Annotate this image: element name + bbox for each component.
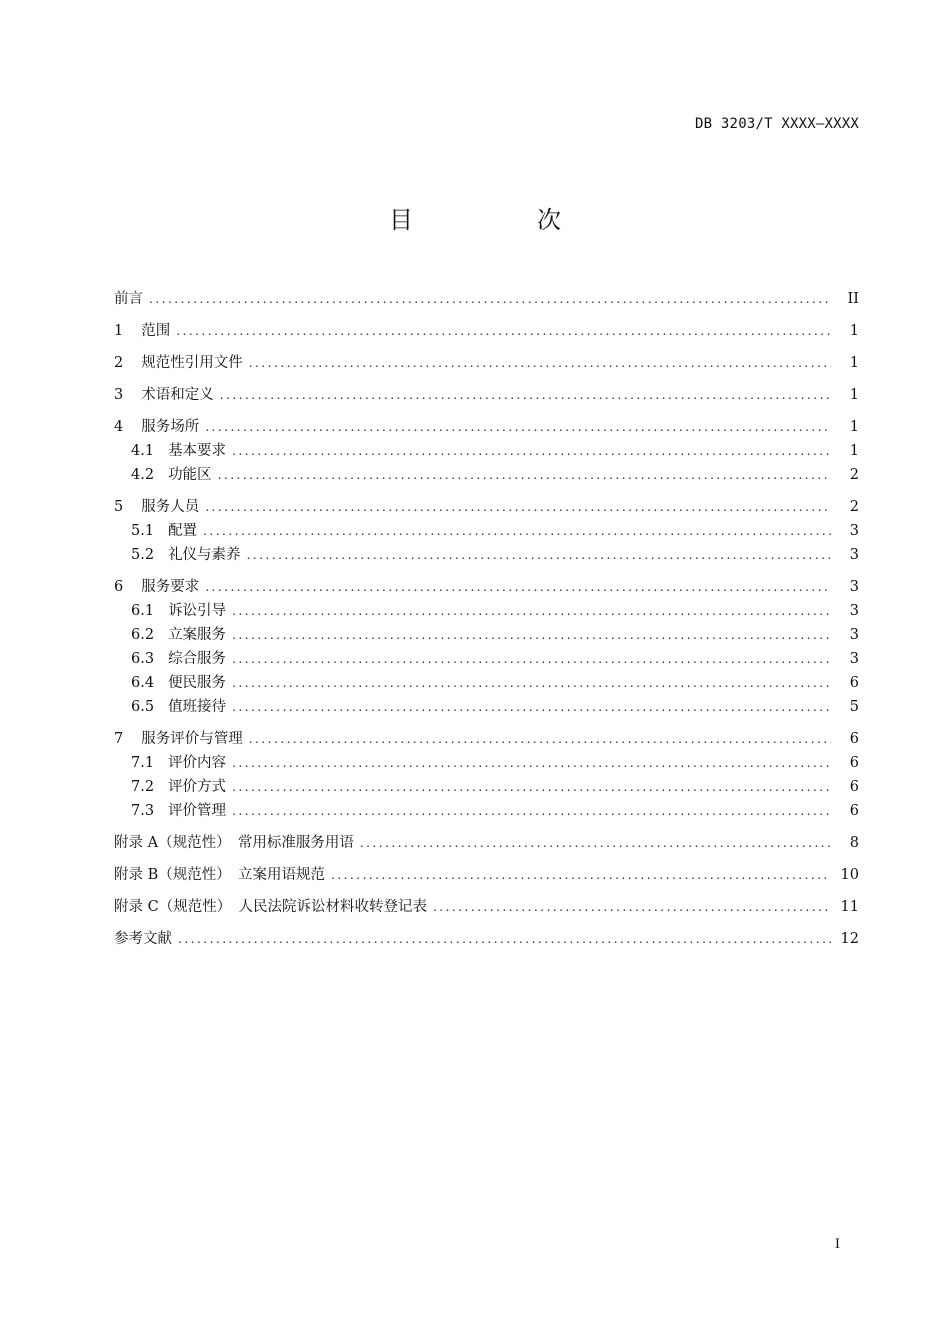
leader-dots: [218, 466, 831, 484]
toc-entry-page: 1: [849, 323, 859, 339]
toc-entry-page: 1: [849, 355, 859, 371]
leader-dots: [331, 866, 831, 884]
toc-entry-number: 6.3: [131, 651, 155, 667]
leader-dots: [232, 698, 831, 716]
leader-dots: [232, 602, 831, 620]
toc-entry-label: 范围: [141, 323, 171, 339]
toc-subentry[interactable]: [114, 466, 859, 484]
toc-entry-label: 功能区: [168, 467, 212, 483]
toc-entry-number: 2: [114, 355, 124, 371]
table-of-contents: [114, 290, 859, 948]
toc-entry[interactable]: [114, 290, 859, 308]
toc-entry-page: 10: [840, 867, 859, 883]
toc-entry-label: 评价方式: [168, 779, 227, 795]
leader-dots: [232, 650, 831, 668]
toc-entry-number: 3: [114, 387, 124, 403]
toc-entry-label: 前言: [114, 291, 143, 307]
toc-entry-number: 6.2: [131, 627, 155, 643]
toc-entry-label: 配置: [168, 523, 198, 539]
toc-entry-label: 服务人员: [141, 499, 200, 515]
leader-dots: [360, 834, 831, 852]
toc-entry-page: 6: [849, 675, 859, 691]
toc-entry-page: 6: [849, 779, 859, 795]
toc-entry-label: 便民服务: [168, 675, 227, 691]
toc-entry-page: 3: [849, 523, 859, 539]
toc-entry-page: 3: [849, 603, 859, 619]
toc-entry-number: 6.4: [131, 675, 155, 691]
leader-dots: [433, 898, 831, 916]
toc-entry[interactable]: [114, 730, 859, 748]
toc-entry-number: 6: [114, 579, 124, 595]
toc-entry[interactable]: [114, 386, 859, 404]
toc-subentry[interactable]: [114, 602, 859, 620]
toc-entry-number: 4.1: [131, 443, 155, 459]
toc-entry[interactable]: [114, 354, 859, 372]
toc-entry-label: 服务评价与管理: [141, 731, 243, 747]
toc-entry-number: 7.2: [131, 779, 155, 795]
toc-entry-label: 评价内容: [168, 755, 227, 771]
toc-entry-page: 11: [840, 899, 859, 915]
toc-entry-label: 参考文献: [114, 931, 172, 947]
toc-subentry[interactable]: [114, 650, 859, 668]
leader-dots: [249, 730, 831, 748]
toc-entry-number: 1: [114, 323, 124, 339]
leader-dots: [176, 322, 831, 340]
leader-dots: [178, 930, 831, 948]
toc-appendix-entry[interactable]: [114, 898, 859, 916]
toc-entry-label: 规范性引用文件: [141, 355, 243, 371]
toc-entry-page: 2: [849, 467, 859, 483]
toc-entry-number: 4.2: [131, 467, 155, 483]
toc-entry-page: 6: [849, 803, 859, 819]
leader-dots: [232, 442, 831, 460]
toc-entry-label: 礼仪与素养: [168, 547, 241, 563]
toc-entry-number: 7: [114, 731, 124, 747]
toc-entry-page: 1: [849, 443, 859, 459]
toc-entry-number: 5.2: [131, 547, 155, 563]
toc-subentry[interactable]: [114, 802, 859, 820]
toc-entry-page: 3: [849, 627, 859, 643]
toc-entry[interactable]: [114, 930, 859, 948]
leader-dots: [232, 754, 831, 772]
leader-dots: [205, 578, 831, 596]
toc-entry-label: 立案服务: [168, 627, 227, 643]
toc-entry-page: 5: [849, 699, 859, 715]
toc-entry-page: 3: [849, 579, 859, 595]
toc-entry-page: 6: [849, 731, 859, 747]
leader-dots: [232, 626, 831, 644]
toc-entry-page: 2: [849, 499, 859, 515]
toc-entry-page: 6: [849, 755, 859, 771]
leader-dots: [203, 522, 831, 540]
leader-dots: [205, 418, 831, 436]
toc-subentry[interactable]: [114, 674, 859, 692]
page-number: I: [834, 1237, 840, 1252]
toc-entry-page: 3: [849, 547, 859, 563]
toc-entry[interactable]: [114, 322, 859, 340]
toc-entry-label: 综合服务: [168, 651, 227, 667]
toc-entry-number: 7.3: [131, 803, 155, 819]
toc-entry-label: 服务要求: [141, 579, 200, 595]
toc-entry-label: 术语和定义: [141, 387, 214, 403]
toc-entry-page: 8: [849, 835, 859, 851]
toc-entry-number: 4: [114, 419, 124, 435]
toc-entry[interactable]: [114, 498, 859, 516]
toc-entry-page: 1: [849, 419, 859, 435]
toc-subentry[interactable]: [114, 522, 859, 540]
toc-entry-page: II: [847, 291, 859, 307]
toc-title: 目 次: [389, 206, 611, 234]
toc-subentry[interactable]: [114, 778, 859, 796]
toc-entry-label: 附录 A（规范性） 常用标准服务用语: [114, 835, 354, 851]
toc-entry-number: 6.5: [131, 699, 155, 715]
toc-entry[interactable]: [114, 578, 859, 596]
toc-appendix-entry[interactable]: [114, 834, 859, 852]
toc-entry-number: 6.1: [131, 603, 155, 619]
toc-entry-number: 7.1: [131, 755, 155, 771]
toc-entry-label: 附录 B（规范性） 立案用语规范: [114, 867, 326, 883]
leader-dots: [220, 386, 831, 404]
toc-entry-label: 附录 C（规范性） 人民法院诉讼材料收转登记表: [114, 899, 427, 915]
toc-subentry[interactable]: [114, 626, 859, 644]
toc-entry-label: 评价管理: [168, 803, 227, 819]
toc-entry-page: 12: [840, 931, 859, 947]
document-code: DB 3203/T XXXX—XXXX: [695, 116, 859, 132]
toc-entry-number: 5: [114, 499, 124, 515]
toc-appendix-entry[interactable]: [114, 866, 859, 884]
toc-entry-label: 诉讼引导: [168, 603, 227, 619]
toc-entry-number: 5.1: [131, 523, 155, 539]
toc-entry-page: 3: [849, 651, 859, 667]
leader-dots: [232, 674, 831, 692]
toc-subentry[interactable]: [114, 546, 859, 564]
toc-entry-label: 基本要求: [168, 443, 227, 459]
toc-subentry[interactable]: [114, 442, 859, 460]
leader-dots: [232, 802, 831, 820]
toc-entry-label: 服务场所: [141, 419, 200, 435]
leader-dots: [149, 290, 831, 308]
toc-subentry[interactable]: [114, 754, 859, 772]
toc-subentry[interactable]: [114, 698, 859, 716]
toc-entry[interactable]: [114, 418, 859, 436]
leader-dots: [232, 778, 831, 796]
leader-dots: [247, 546, 831, 564]
toc-entry-page: 1: [849, 387, 859, 403]
leader-dots: [249, 354, 831, 372]
leader-dots: [205, 498, 831, 516]
toc-entry-label: 值班接待: [168, 699, 227, 715]
